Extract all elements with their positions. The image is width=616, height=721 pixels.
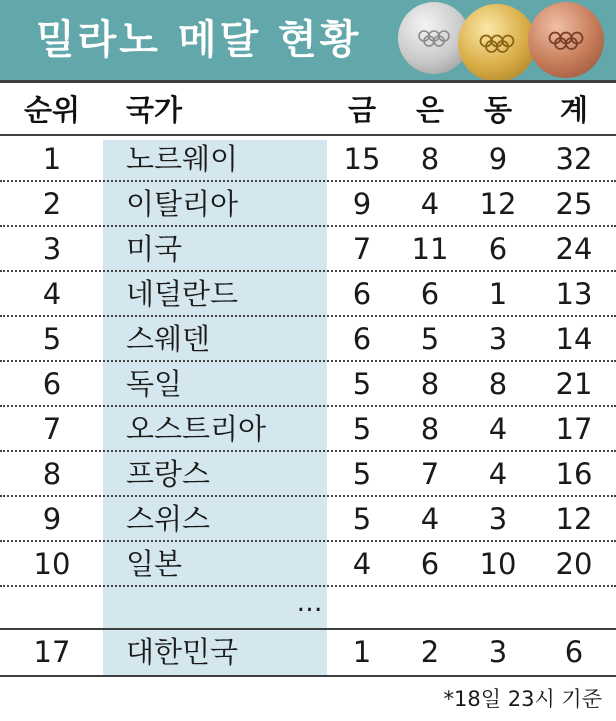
column-header-gold: 금 — [347, 93, 376, 127]
table-row — [0, 452, 616, 497]
table-row — [0, 497, 616, 542]
country-cell: 네덜란드 — [126, 277, 239, 311]
table-row — [0, 407, 616, 452]
country-cell: 독일 — [126, 367, 183, 401]
table-row — [0, 227, 616, 272]
table-row — [0, 542, 616, 587]
bronze-count-cell: 1 — [488, 277, 508, 311]
table-row — [0, 182, 616, 227]
gold-count-cell: 5 — [352, 367, 372, 401]
silver-count-cell: 6 — [420, 277, 440, 311]
title-banner — [0, 0, 616, 80]
gold-medal-icon — [458, 4, 536, 80]
footnote: *18일 23시 기준 — [443, 687, 602, 711]
bronze-count-cell: 3 — [488, 322, 508, 356]
bronze-count-cell: 6 — [488, 232, 508, 266]
silver-count-cell: 4 — [420, 502, 440, 536]
rank-cell: 5 — [42, 322, 62, 356]
rank-cell: 1 — [42, 142, 62, 176]
total-count-cell: 21 — [555, 367, 593, 401]
total-count-cell: 16 — [555, 457, 593, 491]
silver-count-cell: 4 — [420, 187, 440, 221]
total-count-cell: 25 — [555, 187, 593, 221]
gold-count-cell: 15 — [343, 142, 381, 176]
bronze-count-cell: 4 — [488, 457, 508, 491]
country-cell: 대한민국 — [126, 635, 239, 669]
total-count-cell: 12 — [555, 502, 593, 536]
rank-cell: 17 — [33, 635, 71, 669]
rank-cell: 7 — [42, 412, 62, 446]
header-divider — [0, 80, 616, 83]
column-header-silver: 은 — [415, 93, 444, 127]
country-cell: 이탈리아 — [126, 187, 239, 221]
gold-count-cell: 1 — [352, 635, 372, 669]
gold-count-cell: 9 — [352, 187, 372, 221]
gold-count-cell: 5 — [352, 502, 372, 536]
table-row — [0, 137, 616, 182]
rank-cell: 2 — [42, 187, 62, 221]
total-count-cell: 20 — [555, 547, 593, 581]
bronze-count-cell: 3 — [488, 635, 508, 669]
gold-count-cell: 6 — [352, 322, 372, 356]
gold-count-cell: 5 — [352, 457, 372, 491]
silver-count-cell: 2 — [420, 635, 440, 669]
total-count-cell: 32 — [555, 142, 593, 176]
rank-cell: 4 — [42, 277, 62, 311]
table-row — [0, 272, 616, 317]
silver-count-cell: 7 — [420, 457, 440, 491]
column-header-total: 계 — [559, 93, 588, 127]
rows-omitted-marker: … — [296, 588, 324, 618]
total-count-cell: 6 — [564, 635, 584, 669]
table-bottom-rule — [0, 675, 616, 677]
bronze-count-cell: 9 — [488, 142, 508, 176]
total-count-cell: 24 — [555, 232, 593, 266]
total-count-cell: 14 — [555, 322, 593, 356]
silver-count-cell: 6 — [420, 547, 440, 581]
silver-count-cell: 8 — [420, 367, 440, 401]
table-header-divider — [0, 134, 616, 136]
country-cell: 노르웨이 — [126, 142, 239, 176]
country-cell: 스위스 — [126, 502, 211, 536]
bronze-count-cell: 12 — [479, 187, 517, 221]
silver-count-cell: 11 — [411, 232, 449, 266]
country-cell: 스웨덴 — [126, 322, 211, 356]
column-header-rank: 순위 — [23, 93, 81, 127]
rank-cell: 10 — [33, 547, 71, 581]
rank-cell: 9 — [42, 502, 62, 536]
country-cell: 미국 — [126, 232, 183, 266]
bronze-count-cell: 3 — [488, 502, 508, 536]
country-cell: 일본 — [126, 547, 183, 581]
gold-count-cell: 5 — [352, 412, 372, 446]
gold-count-cell: 4 — [352, 547, 372, 581]
page-title: 밀라노 메달 현황 — [36, 17, 362, 63]
silver-count-cell: 5 — [420, 322, 440, 356]
column-header-country: 국가 — [126, 93, 183, 127]
country-cell: 프랑스 — [126, 457, 211, 491]
country-cell: 오스트리아 — [126, 412, 267, 446]
bronze-count-cell: 8 — [488, 367, 508, 401]
silver-count-cell: 8 — [420, 142, 440, 176]
bronze-medal-icon — [528, 2, 604, 78]
rank-cell: 8 — [42, 457, 62, 491]
total-count-cell: 17 — [555, 412, 593, 446]
rank-cell: 3 — [42, 232, 62, 266]
table-row-highlight — [0, 630, 616, 675]
bronze-count-cell: 10 — [479, 547, 517, 581]
table-row — [0, 362, 616, 407]
bronze-count-cell: 4 — [488, 412, 508, 446]
gold-count-cell: 6 — [352, 277, 372, 311]
rank-cell: 6 — [42, 367, 62, 401]
table-row — [0, 317, 616, 362]
gold-count-cell: 7 — [352, 232, 372, 266]
total-count-cell: 13 — [555, 277, 593, 311]
column-header-bronze: 동 — [483, 93, 512, 127]
silver-count-cell: 8 — [420, 412, 440, 446]
